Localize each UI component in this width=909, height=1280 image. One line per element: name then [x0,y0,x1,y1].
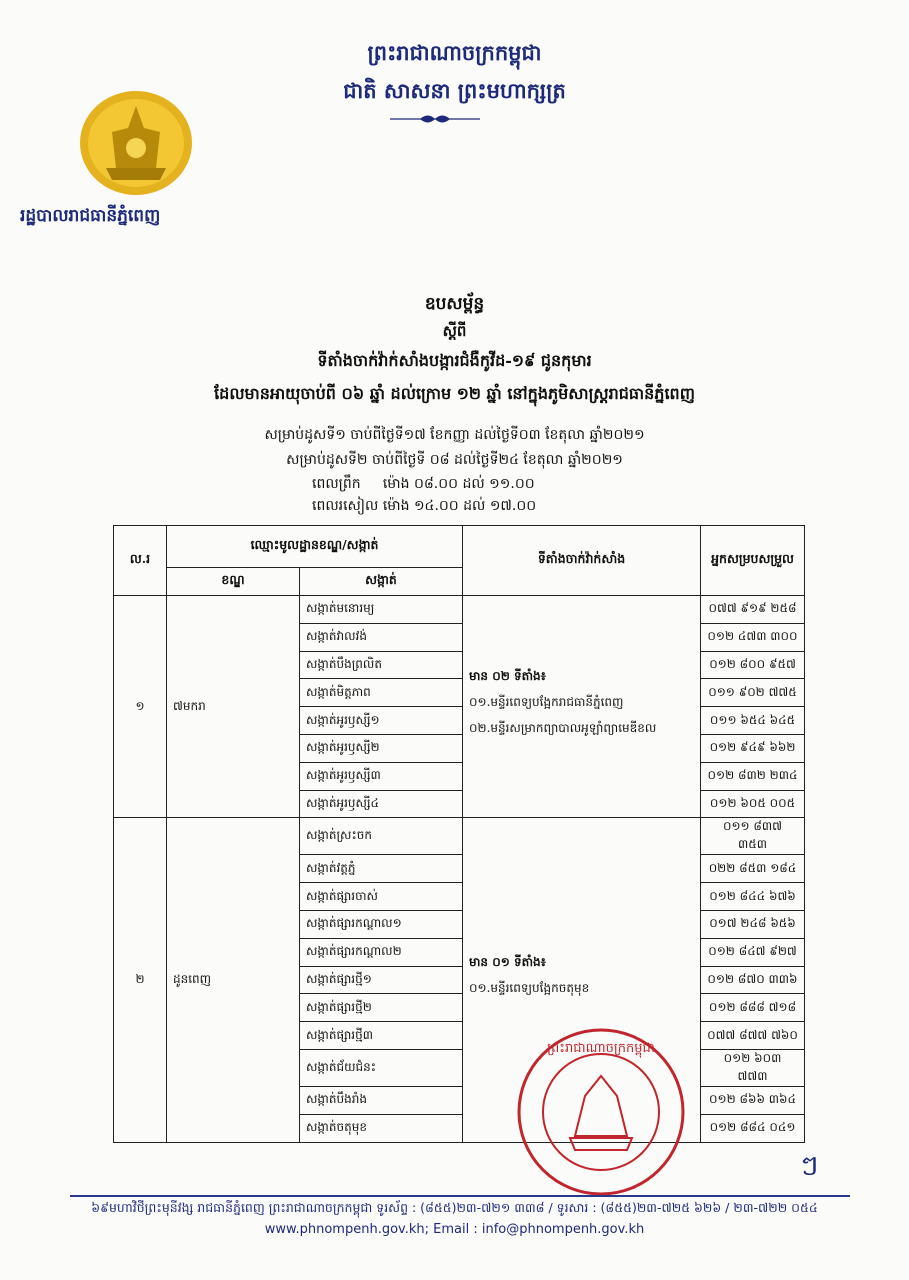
contact-phone: ០១១ ៩០២ ៧៧៥ [701,679,805,707]
national-motto: ជាតិ សាសនា ព្រះមហាក្សត្រ [343,78,566,103]
ornament-divider [390,112,480,126]
contact-phone: ០១២ ៨៨៤ ០៤១ [701,1114,805,1142]
contact-phone: ០២២ ៨៥៣ ១៨៤ [701,855,805,883]
header-sangkat: សង្កាត់ [300,568,463,596]
contact-phone: ០១២ ៨៨៨ ៧១៨ [701,994,805,1022]
contact-phone: ០១២ ៨៤៧ ៩២៧ [701,938,805,966]
stamp-text: ព្រះរាជាណាចក្រកម្ពុជា [547,1041,655,1056]
district-name: ៧មករា [167,596,300,818]
afternoon-hours: ពេលរសៀល ម៉ោង ១៤.០០ ដល់ ១៧.០០ [312,498,537,514]
contact-phone: ០១២ ៤៧៣ ៣០០ [701,623,805,651]
contact-phone: ០១២ ៩៤៩ ៦៦២ [701,734,805,762]
header-district: ខណ្ឌ [167,568,300,596]
header-unit: ឈ្មោះមូលដ្ឋានខណ្ឌ/សង្កាត់ [167,526,463,568]
kingdom-name: ព្រះរាជាណាចក្រកម្ពុជា [367,40,542,65]
contact-phone: ០១១ ៨៣៧ ៣៥៣ [701,818,805,855]
official-seal-stamp-icon [515,1026,687,1198]
dose1-schedule: សម្រាប់ដូសទី១ ចាប់ពីថ្ងៃទី១៧ ខែកញ្ញា ដល់ថ្ងៃទី០៣ ខែតុលា ឆ្នាំ២០២១ [264,427,645,443]
row-number: ១ [114,596,167,818]
contact-phone: ០១២ ៨៦៦ ៣៦៤ [701,1086,805,1114]
site-count: មាន ០១ ទីតាំង៖ [469,954,546,969]
sangkat-name: សង្កាត់បឹងរាំង [300,1086,463,1114]
morning-hours: ពេលព្រឹក ម៉ោង ០៨.០០ ដល់ ១១.០០ [312,476,535,492]
contact-phone: ០៧៧ ៩១៩ ២៥៨ [701,596,805,624]
contact-phone: ០១២ ៨៤៤ ៦៧៦ [701,883,805,911]
office-name: រដ្ឋបាលរាជធានីភ្នំពេញ [20,206,161,226]
dose2-schedule: សម្រាប់ដូសទី២ ចាប់ពីថ្ងៃទី ០៨ ដល់ថ្ងៃទី២៤ ខែតុលា ឆ្នាំ២០២១ [286,452,623,468]
contact-phone: ០១១ ៦៥៤ ៦៤៥ [701,707,805,735]
contact-phone: ០១២ ៨៧០ ៣៣៦ [701,966,805,994]
row-number: ២ [114,818,167,1142]
footer-address: ៦៩មហាវិថីព្រះមុនីវង្ស រាជធានីភ្នំពេញ ព្រះរាជាណាចក្រកម្ពុជា ទូរស័ព្ទ : (៨៥៥)២៣-៧២១ ៣៣៨ / ទូរសារ : (៨៥៥)២៣-៧២៥ ៦២៦ / ២៣-៧២២ ០៥៤ [91,1200,818,1215]
footer-contact: www.phnompenh.gov.kh; Email : info@phnompenh.gov.kh [264,1222,645,1237]
sangkat-name: សង្កាត់បឹងព្រលិត [300,651,463,679]
subject-line-2: ដែលមានអាយុចាប់ពី ០៦ ឆ្នាំ ដល់ក្រោម ១២ ឆ្នាំ នៅក្នុងភូមិសាស្ត្ររាជធានីភ្នំពេញ [214,384,695,403]
sangkat-name: សង្កាត់មនោរម្យ [300,596,463,624]
table-row [114,818,805,855]
vaccination-sites-table [113,525,805,1143]
contact-phone: ០១២ ៨៣២ ២៣៤ [701,762,805,790]
contact-phone: ០១២ ៨០០ ៩៥៧ [701,651,805,679]
signature-mark: ៗ [800,1149,819,1182]
contact-phone: ០១២ ៦០៥ ០០៥ [701,790,805,818]
site-count: មាន ០២ ទីតាំង៖ [469,668,546,683]
sangkat-name: សង្កាត់ជ័យជំនះ [300,1049,463,1086]
subject-label: ស្ដីពី [442,322,467,340]
sangkat-name: សង្កាត់អូរឫស្សី៤ [300,790,463,818]
sangkat-name: សង្កាត់ផ្សារថ្មី២ [300,994,463,1022]
sangkat-name: សង្កាត់មិត្តភាព [300,679,463,707]
phnom-penh-emblem-icon [76,88,196,198]
sangkat-name: សង្កាត់ផ្សារកណ្ដាល១ [300,910,463,938]
sangkat-name: សង្កាត់ផ្សារកណ្ដាល២ [300,938,463,966]
header-contact: អ្នកសម្របសម្រួល [701,526,805,596]
site-line: ០១.មន្ទីរពេទ្យបង្អែករាជធានីភ្នំពេញ [469,694,624,709]
annex-title: ឧបសម្ព័ន្ធ [424,294,485,314]
site-line: ០១.មន្ទីរពេទ្យបង្អែកចតុមុខ [469,980,590,995]
sangkat-name: សង្កាត់វត្តភ្នំ [300,855,463,883]
sangkat-name: សង្កាត់ចតុមុខ [300,1114,463,1142]
footer-divider [70,1195,850,1197]
sangkat-name: សង្កាត់ផ្សារថ្មី៣ [300,1022,463,1050]
contact-phone: ០៧៧ ៨៧៧ ៧៦០ [701,1022,805,1050]
subject-line-1: ទីតាំងចាក់វ៉ាក់សាំងបង្ការជំងឺកូវីដ-១៩ ជូនកុមារ [317,351,592,370]
vaccination-site [463,596,701,818]
header-site: ទីតាំងចាក់វ៉ាក់សាំង [463,526,701,596]
sangkat-name: សង្កាត់ផ្សារថ្មី១ [300,966,463,994]
sangkat-name: សង្កាត់វាលវង់ [300,623,463,651]
sangkat-name: សង្កាត់អូរឫស្សី២ [300,734,463,762]
sangkat-name: សង្កាត់ផ្សារចាស់ [300,883,463,911]
contact-phone: ០១៧ ២៤៨ ៦៥៦ [701,910,805,938]
sangkat-name: សង្កាត់ស្រះចក [300,818,463,855]
sangkat-name: សង្កាត់អូរឫស្សី៣ [300,762,463,790]
table-row [114,596,805,624]
header-no: ល.រ [114,526,167,596]
district-name: ដូនពេញ [167,818,300,1142]
sangkat-name: សង្កាត់អូរឫស្សី១ [300,707,463,735]
site-line: ០២.មន្ទីរសម្រាកព្យាបាលអូឡាំព្យាមេឌីខល [469,720,657,735]
contact-phone: ០១២ ៦០៣ ៧៧៣ [701,1049,805,1086]
